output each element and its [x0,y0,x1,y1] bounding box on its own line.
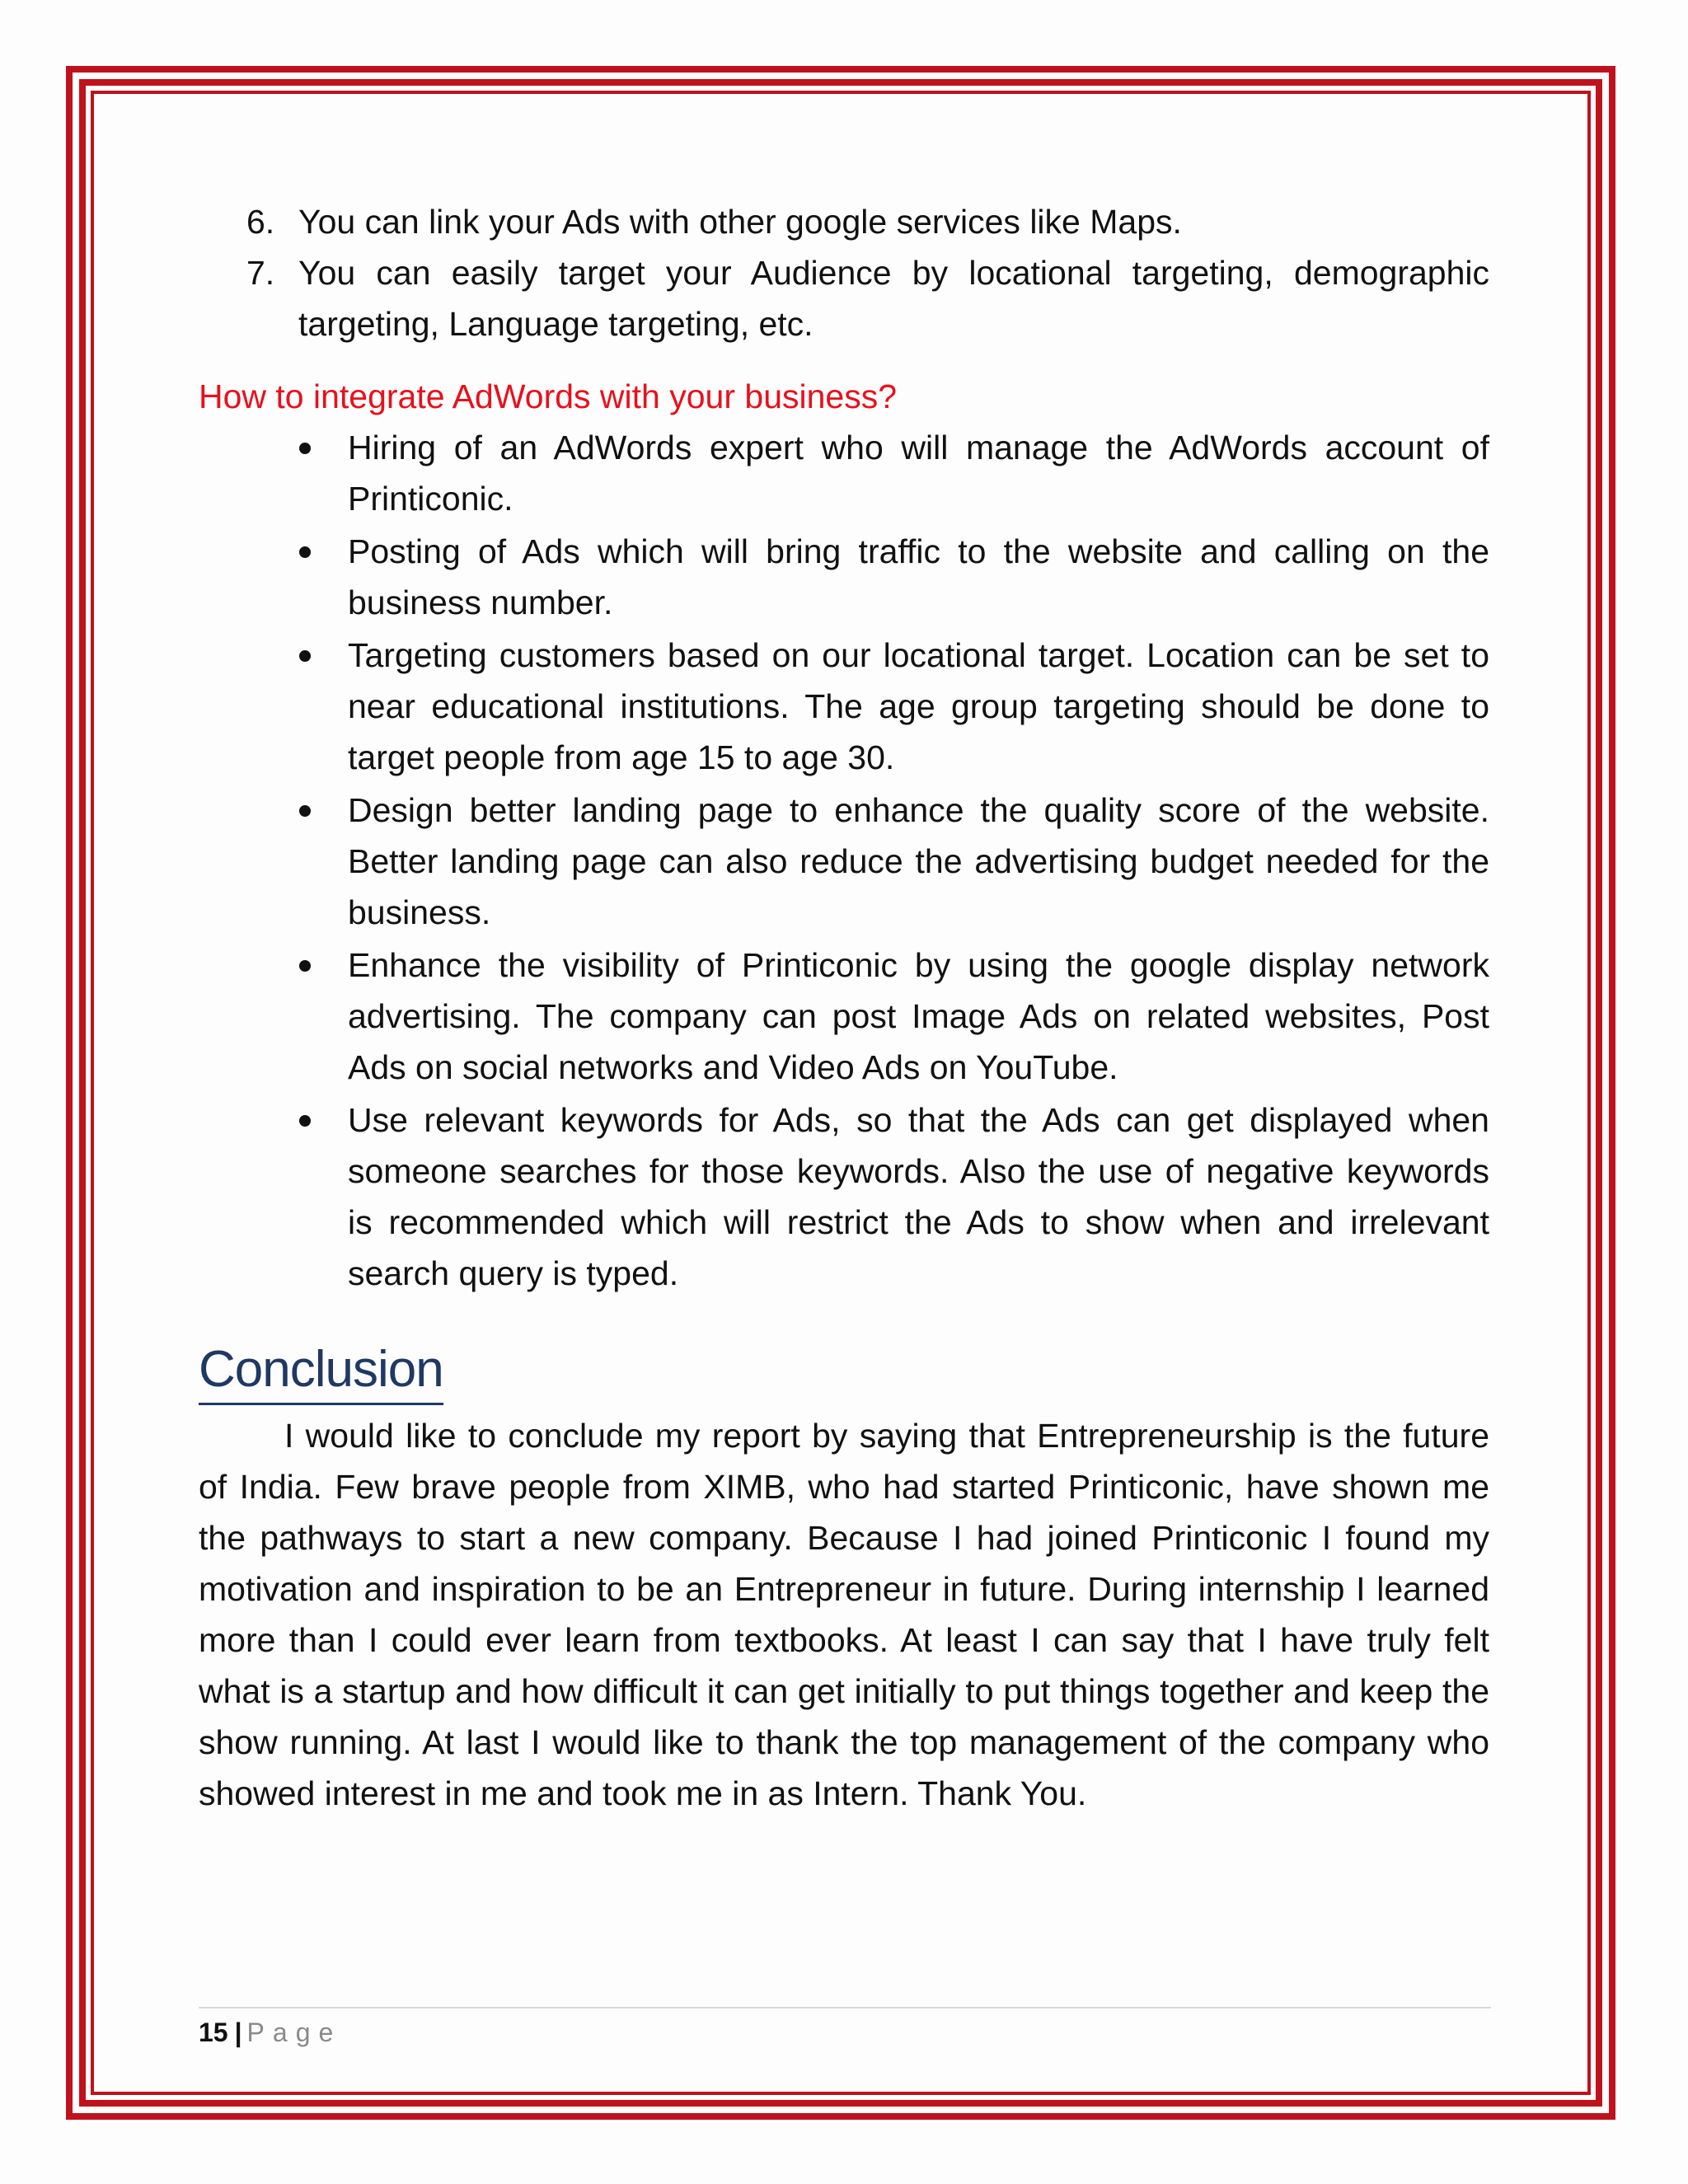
integration-bullet-list [199,422,1489,1299]
conclusion-paragraph: I would like to conclude my report by saying that Entrepreneurship is the future of India. Few brave people from XIMB, who had started Printiconic, have shown me the pathways to start a new company. Because I had joined Printiconic I found my motivation and inspiration to be an Entrepreneur in future. During internship I learned more than I could ever learn from textbooks. At least I can say that I have truly felt what is a startup and how difficult it can get initially to put things together and keep the show running. At last I would like to thank the top management of the company who showed interest in me and took me in as Intern. Thank You. [199,1417,1489,1812]
bullet-text: Posting of Ads which will bring traffic to the website and calling on the business number. [348,532,1489,621]
list-item-number: 7. [246,254,275,292]
bullet-item [199,630,1489,783]
bullet-icon [299,546,311,558]
numbered-list [199,196,1489,349]
bullet-item [199,526,1489,628]
bullet-item [199,785,1489,938]
bullet-icon [299,650,311,662]
page-footer [199,2009,341,2055]
bullet-text: Targeting customers based on our locational target. Location can be set to near educational institutions. The age group targeting should be done to target people from age 15 to age 30. [348,636,1489,776]
list-item-number: 6. [246,203,275,241]
bullet-item [199,940,1489,1093]
bullet-text: Design better landing page to enhance the quality score of the website. Better landing page can also reduce the advertising budget needed for the business. [348,791,1489,931]
bullet-text: Use relevant keywords for Ads, so that the Ads can get displayed when someone searches for those keywords. Also the use of negative keywords is recommended which will restrict the Ads to show when and irrelevant search query is typed. [348,1101,1489,1292]
footer-divider [199,2007,1491,2008]
page-number: 15 [199,2018,228,2047]
bullet-icon [299,1115,311,1127]
footer-separator: | [234,2018,242,2047]
bullet-icon [299,443,311,454]
bullet-item [199,422,1489,524]
integration-heading: How to integrate AdWords with your business? [199,377,898,415]
page-content [199,196,1489,1819]
list-item-text: You can easily target your Audience by locational targeting, demographic targeting, Language targeting, etc. [298,254,1489,343]
bullet-text: Enhance the visibility of Printiconic by using the google display network advertising. The company can post Image Ads on related websites, Post Ads on social networks and Video Ads on YouTube. [348,946,1489,1086]
list-item [199,196,1489,247]
bullet-text: Hiring of an AdWords expert who will manage the AdWords account of Printiconic. [348,429,1489,518]
list-item [199,247,1489,349]
page-label: Page [246,2018,342,2047]
list-item-text: You can link your Ads with other google services like Maps. [298,203,1182,241]
conclusion-heading: Conclusion [199,1337,443,1405]
bullet-icon [299,960,311,972]
bullet-icon [299,805,311,817]
bullet-item [199,1094,1489,1299]
